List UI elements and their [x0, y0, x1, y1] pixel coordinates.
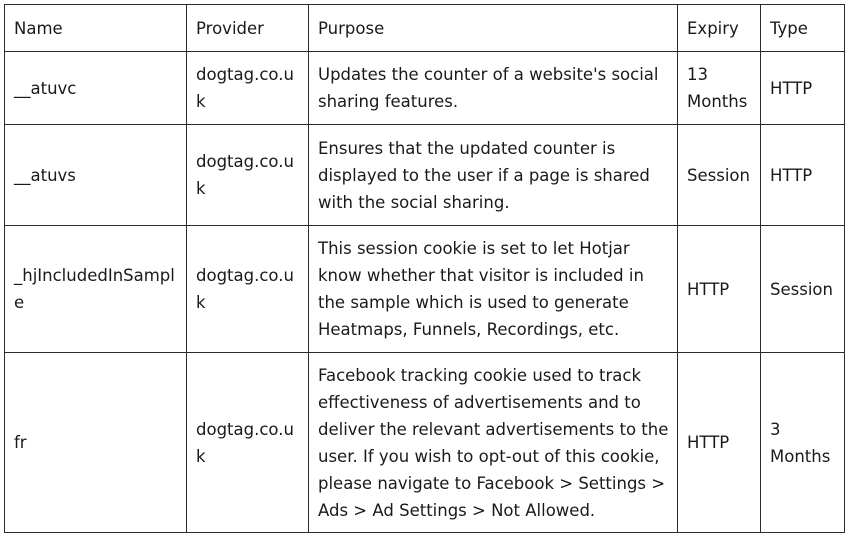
table-row	[5, 353, 845, 533]
cookie-purpose-cell: Ensures that the updated counter is displayed to the user if a page is shared with the social sharing.	[309, 125, 678, 226]
cookie-purpose-cell: This session cookie is set to let Hotjar know whether that visitor is included in the sample which is used to generate Heatmaps, Funnels, Recordings, etc.	[309, 226, 678, 353]
header-name: Name	[5, 5, 187, 52]
cookie-expiry-cell: HTTP	[678, 226, 761, 353]
cookie-name-cell: __atuvs	[5, 125, 187, 226]
cookie-table	[4, 4, 845, 533]
header-provider: Provider	[187, 5, 309, 52]
cookie-type-cell: HTTP	[761, 52, 845, 125]
cookie-provider-cell: dogtag.co.uk	[187, 353, 309, 533]
cookie-purpose-cell: Facebook tracking cookie used to track effectiveness of advertisements and to deliver the relevant advertisements to the user. If you wish to opt-out of this cookie, please navigate to Facebook > Settings > Ads > Ad Settings > Not Allowed.	[309, 353, 678, 533]
cookie-expiry-cell: 13 Months	[678, 52, 761, 125]
cookie-expiry-cell: Session	[678, 125, 761, 226]
cookie-expiry-cell: HTTP	[678, 353, 761, 533]
table-row	[5, 125, 845, 226]
cookie-type-cell: HTTP	[761, 125, 845, 226]
table-row	[5, 226, 845, 353]
header-type: Type	[761, 5, 845, 52]
table-header-row	[5, 5, 845, 52]
table-row	[5, 52, 845, 125]
cookie-purpose-cell: Updates the counter of a website's social sharing features.	[309, 52, 678, 125]
header-purpose: Purpose	[309, 5, 678, 52]
cookie-name-cell: fr	[5, 353, 187, 533]
cookie-type-cell: Session	[761, 226, 845, 353]
cookie-type-cell: 3 Months	[761, 353, 845, 533]
cookie-name-cell: __atuvc	[5, 52, 187, 125]
cookie-provider-cell: dogtag.co.uk	[187, 125, 309, 226]
cookie-name-cell: _hjIncludedInSample	[5, 226, 187, 353]
header-expiry: Expiry	[678, 5, 761, 52]
cookie-provider-cell: dogtag.co.uk	[187, 52, 309, 125]
cookie-provider-cell: dogtag.co.uk	[187, 226, 309, 353]
